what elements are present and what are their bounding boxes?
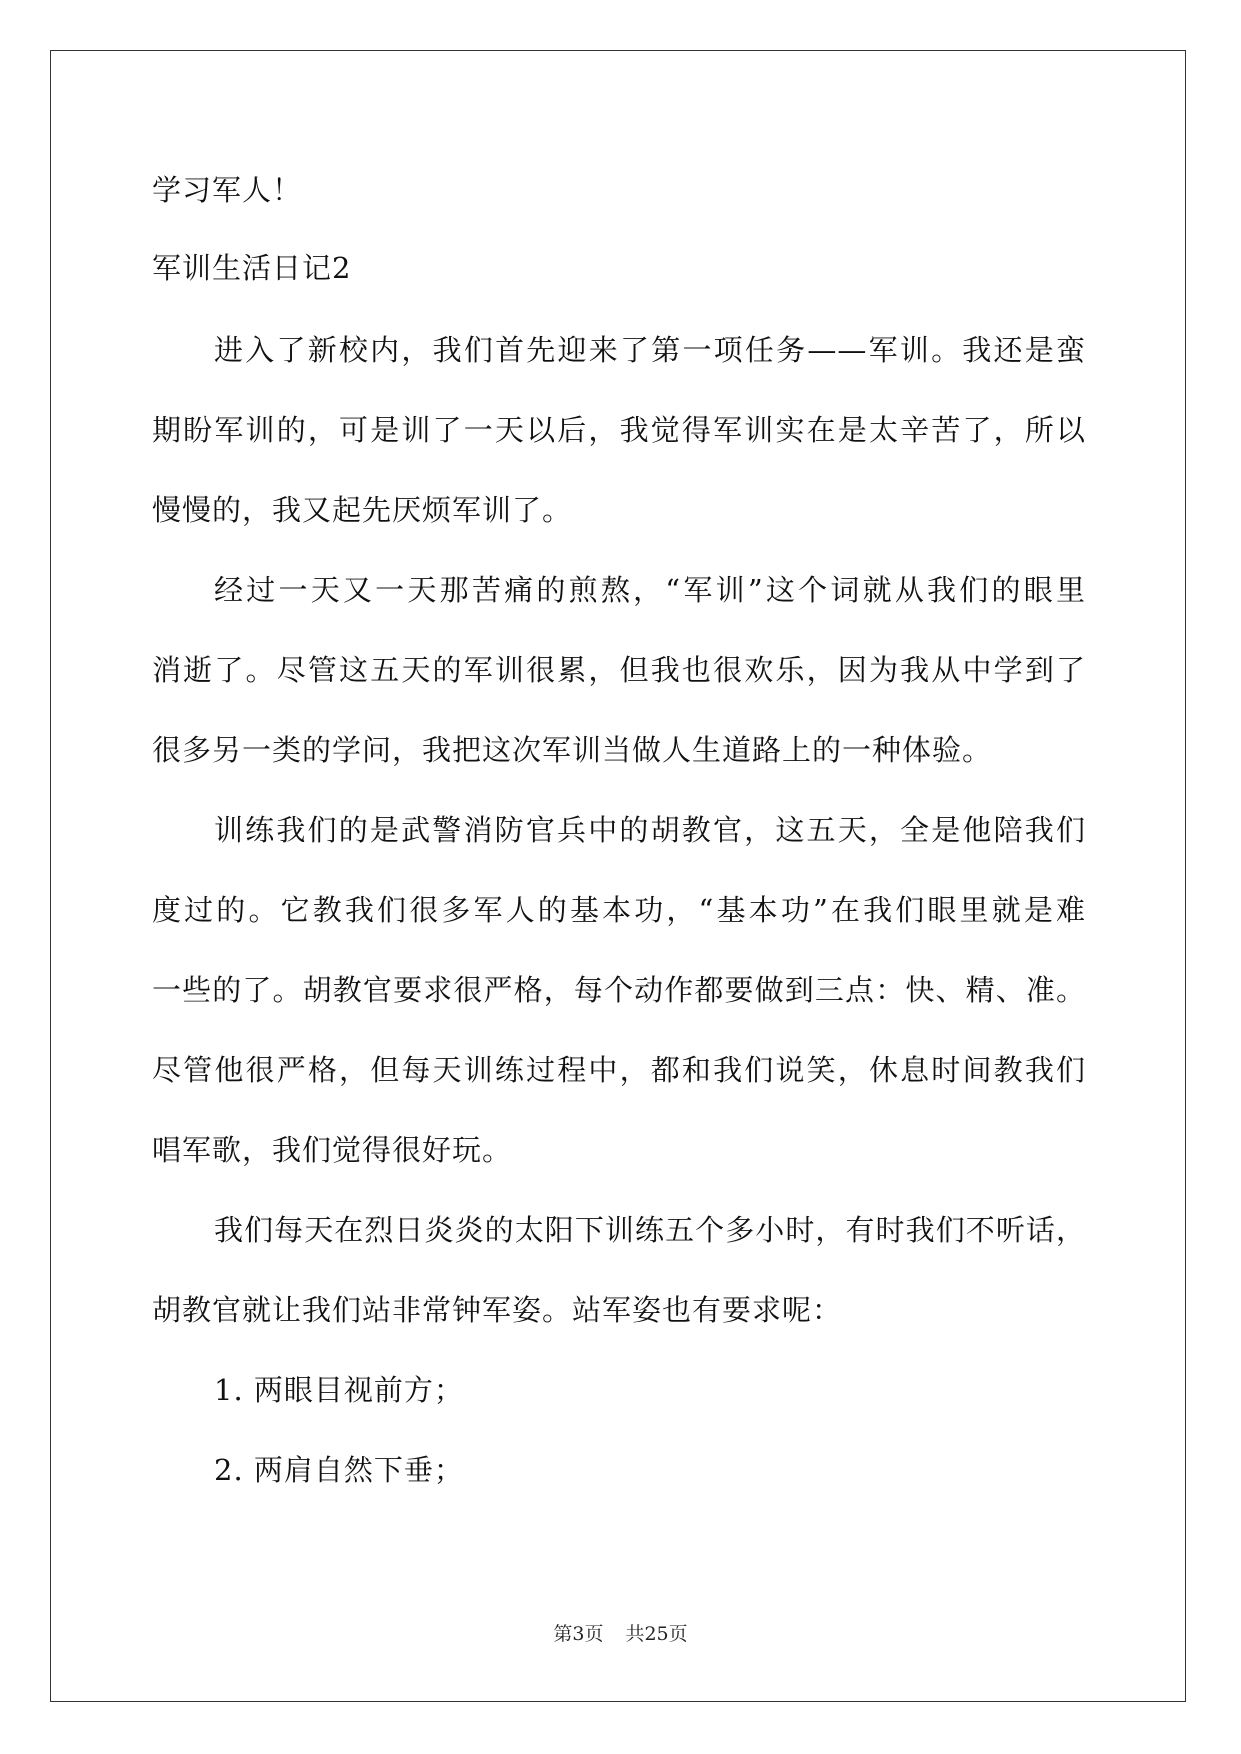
text-line: 尽管他很严格，但每天训练过程中，都和我们说笑，休息时间教我们	[152, 1053, 1086, 1087]
text-line: 唱军歌，我们觉得很好玩。	[152, 1133, 513, 1167]
section-heading: 军训生活日记2	[152, 251, 352, 285]
text-line: 慢慢的，我又起先厌烦军训了。	[152, 493, 573, 527]
text-line: 消逝了。尽管这五天的军训很累，但我也很欢乐，因为我从中学到了	[152, 653, 1086, 687]
text-line: 学习军人！	[152, 173, 303, 207]
text-line: 期盼军训的，可是训了一天以后，我觉得军训实在是太辛苦了，所以	[152, 413, 1086, 447]
page-total: 共25页	[625, 1623, 688, 1645]
text-line: 进入了新校内，我们首先迎来了第一项任务——军训。我还是蛮	[214, 333, 1086, 367]
text-line: 度过的。它教我们很多军人的基本功，“基本功”在我们眼里就是难	[152, 893, 1086, 927]
text-line: 经过一天又一天那苦痛的煎熬，“军训”这个词就从我们的眼里	[214, 573, 1086, 607]
page-footer	[0, 1622, 1241, 1646]
text-line: 胡教官就让我们站非常钟军姿。站军姿也有要求呢：	[152, 1293, 843, 1327]
page-number: 第3页	[553, 1623, 604, 1645]
text-line: 一些的了。胡教官要求很严格，每个动作都要做到三点：快、精、准。	[152, 973, 1086, 1007]
list-item: 1. 两眼目视前方；	[214, 1373, 464, 1407]
text-line: 我们每天在烈日炎炎的太阳下训练五个多小时，有时我们不听话，	[214, 1213, 1086, 1247]
text-line: 训练我们的是武警消防官兵中的胡教官，这五天，全是他陪我们	[214, 813, 1086, 847]
list-item: 2. 两肩自然下垂；	[214, 1453, 464, 1487]
text-line: 很多另一类的学问，我把这次军训当做人生道路上的一种体验。	[152, 733, 993, 767]
